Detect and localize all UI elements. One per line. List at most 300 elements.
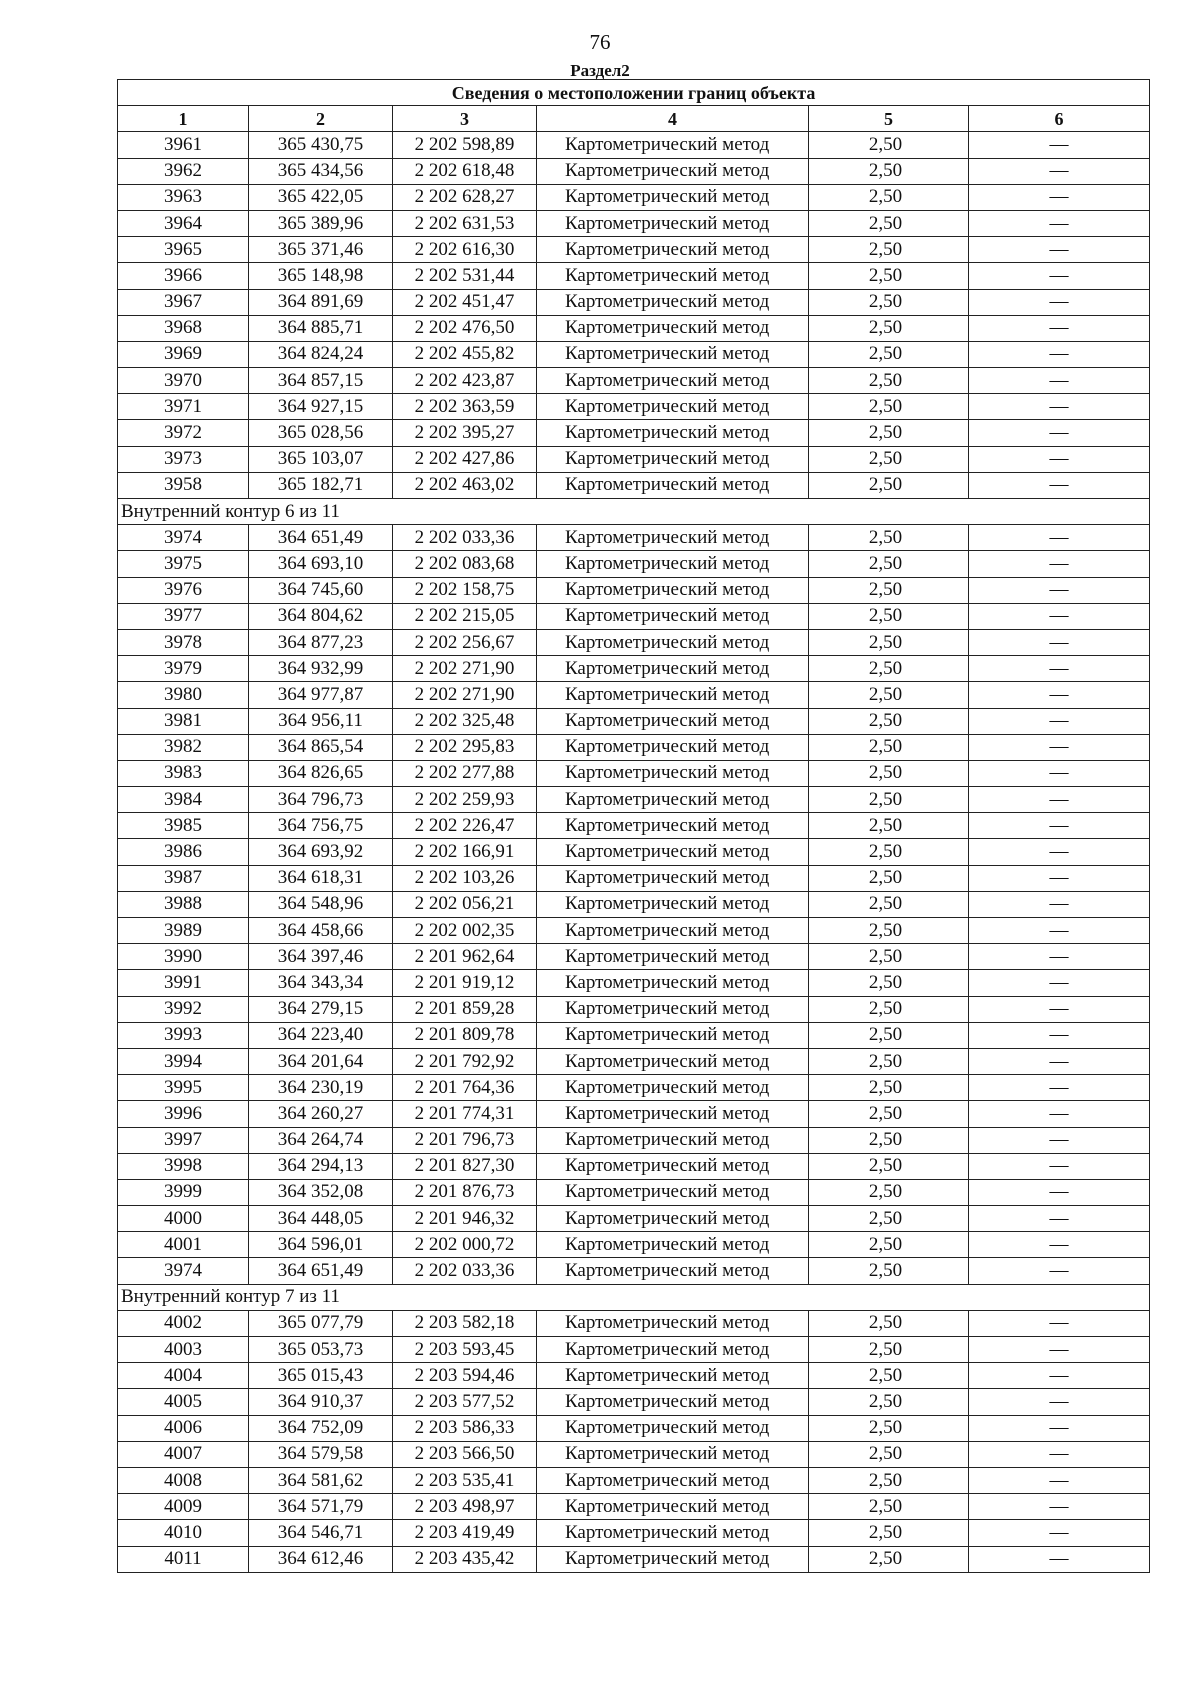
- table-row: [118, 996, 1150, 1022]
- accuracy-cell: 2,50: [809, 603, 969, 629]
- method-cell: Картометрический метод: [537, 1467, 809, 1493]
- y-coordinate-cell: 2 203 419,49: [393, 1520, 537, 1546]
- method-cell: Картометрический метод: [537, 865, 809, 891]
- accuracy-cell: 2,50: [809, 472, 969, 498]
- note-cell: —: [969, 1441, 1150, 1467]
- y-coordinate-cell: 2 203 577,52: [393, 1389, 537, 1415]
- method-cell: Картометрический метод: [537, 1101, 809, 1127]
- accuracy-cell: 2,50: [809, 368, 969, 394]
- method-cell: Картометрический метод: [537, 472, 809, 498]
- point-number-cell: 3980: [118, 682, 249, 708]
- method-cell: Картометрический метод: [537, 787, 809, 813]
- column-number-header: 6: [969, 106, 1150, 132]
- table-row: [118, 1232, 1150, 1258]
- table-row: [118, 158, 1150, 184]
- column-number-header: 5: [809, 106, 969, 132]
- point-number-cell: 3984: [118, 787, 249, 813]
- x-coordinate-cell: 364 857,15: [249, 368, 393, 394]
- point-number-cell: 3983: [118, 760, 249, 786]
- accuracy-cell: 2,50: [809, 1415, 969, 1441]
- method-cell: Картометрический метод: [537, 1389, 809, 1415]
- y-coordinate-cell: 2 201 764,36: [393, 1075, 537, 1101]
- table-row: [118, 603, 1150, 629]
- accuracy-cell: 2,50: [809, 708, 969, 734]
- point-number-cell: 3999: [118, 1179, 249, 1205]
- accuracy-cell: 2,50: [809, 1389, 969, 1415]
- method-cell: Картометрический метод: [537, 1153, 809, 1179]
- y-coordinate-cell: 2 202 463,02: [393, 472, 537, 498]
- x-coordinate-cell: 364 865,54: [249, 734, 393, 760]
- x-coordinate-cell: 364 877,23: [249, 629, 393, 655]
- y-coordinate-cell: 2 202 103,26: [393, 865, 537, 891]
- note-cell: —: [969, 420, 1150, 446]
- x-coordinate-cell: 364 796,73: [249, 787, 393, 813]
- point-number-cell: 3982: [118, 734, 249, 760]
- method-cell: Картометрический метод: [537, 446, 809, 472]
- x-coordinate-cell: 364 910,37: [249, 1389, 393, 1415]
- point-number-cell: 3989: [118, 918, 249, 944]
- x-coordinate-cell: 365 430,75: [249, 132, 393, 158]
- table-row: [118, 289, 1150, 315]
- accuracy-cell: 2,50: [809, 184, 969, 210]
- x-coordinate-cell: 364 448,05: [249, 1206, 393, 1232]
- y-coordinate-cell: 2 202 256,67: [393, 629, 537, 655]
- coordinates-table: [117, 79, 1150, 1573]
- method-cell: Картометрический метод: [537, 603, 809, 629]
- point-number-cell: 3992: [118, 996, 249, 1022]
- y-coordinate-cell: 2 202 476,50: [393, 315, 537, 341]
- note-cell: —: [969, 525, 1150, 551]
- y-coordinate-cell: 2 202 616,30: [393, 237, 537, 263]
- table-row: [118, 1258, 1150, 1284]
- accuracy-cell: 2,50: [809, 1232, 969, 1258]
- y-coordinate-cell: 2 202 083,68: [393, 551, 537, 577]
- column-number-row: [118, 106, 1150, 132]
- table-row: [118, 1127, 1150, 1153]
- y-coordinate-cell: 2 202 226,47: [393, 813, 537, 839]
- point-number-cell: 3981: [118, 708, 249, 734]
- y-coordinate-cell: 2 202 056,21: [393, 891, 537, 917]
- x-coordinate-cell: 364 826,65: [249, 760, 393, 786]
- y-coordinate-cell: 2 201 962,64: [393, 944, 537, 970]
- table-row: [118, 394, 1150, 420]
- table-row: [118, 368, 1150, 394]
- y-coordinate-cell: 2 203 593,45: [393, 1337, 537, 1363]
- note-cell: —: [969, 446, 1150, 472]
- method-cell: Картометрический метод: [537, 1363, 809, 1389]
- x-coordinate-cell: 364 977,87: [249, 682, 393, 708]
- accuracy-cell: 2,50: [809, 787, 969, 813]
- x-coordinate-cell: 364 745,60: [249, 577, 393, 603]
- method-cell: Картометрический метод: [537, 341, 809, 367]
- y-coordinate-cell: 2 203 586,33: [393, 1415, 537, 1441]
- table-row: [118, 1075, 1150, 1101]
- method-cell: Картометрический метод: [537, 734, 809, 760]
- accuracy-cell: 2,50: [809, 629, 969, 655]
- point-number-cell: 3987: [118, 865, 249, 891]
- x-coordinate-cell: 365 182,71: [249, 472, 393, 498]
- method-cell: Картометрический метод: [537, 944, 809, 970]
- x-coordinate-cell: 365 015,43: [249, 1363, 393, 1389]
- note-cell: —: [969, 629, 1150, 655]
- table-row: [118, 420, 1150, 446]
- x-coordinate-cell: 365 028,56: [249, 420, 393, 446]
- method-cell: Картометрический метод: [537, 315, 809, 341]
- x-coordinate-cell: 364 201,64: [249, 1048, 393, 1074]
- y-coordinate-cell: 2 201 796,73: [393, 1127, 537, 1153]
- note-cell: —: [969, 891, 1150, 917]
- method-cell: Картометрический метод: [537, 1441, 809, 1467]
- accuracy-cell: 2,50: [809, 289, 969, 315]
- x-coordinate-cell: 364 230,19: [249, 1075, 393, 1101]
- note-cell: —: [969, 1101, 1150, 1127]
- accuracy-cell: 2,50: [809, 1441, 969, 1467]
- y-coordinate-cell: 2 201 809,78: [393, 1022, 537, 1048]
- y-coordinate-cell: 2 202 455,82: [393, 341, 537, 367]
- method-cell: Картометрический метод: [537, 682, 809, 708]
- x-coordinate-cell: 364 693,10: [249, 551, 393, 577]
- x-coordinate-cell: 364 618,31: [249, 865, 393, 891]
- accuracy-cell: 2,50: [809, 394, 969, 420]
- note-cell: —: [969, 1310, 1150, 1336]
- note-cell: —: [969, 184, 1150, 210]
- point-number-cell: 3977: [118, 603, 249, 629]
- table-row: [118, 682, 1150, 708]
- column-number-header: 1: [118, 106, 249, 132]
- method-cell: Картометрический метод: [537, 1179, 809, 1205]
- table-row: [118, 944, 1150, 970]
- point-number-cell: 3994: [118, 1048, 249, 1074]
- method-cell: Картометрический метод: [537, 1127, 809, 1153]
- point-number-cell: 3998: [118, 1153, 249, 1179]
- accuracy-cell: 2,50: [809, 944, 969, 970]
- point-number-cell: 3976: [118, 577, 249, 603]
- table-row: [118, 1389, 1150, 1415]
- table-row: [118, 1546, 1150, 1572]
- method-cell: Картометрический метод: [537, 263, 809, 289]
- point-number-cell: 3972: [118, 420, 249, 446]
- y-coordinate-cell: 2 201 876,73: [393, 1179, 537, 1205]
- accuracy-cell: 2,50: [809, 525, 969, 551]
- method-cell: Картометрический метод: [537, 1232, 809, 1258]
- table-row: [118, 525, 1150, 551]
- accuracy-cell: 2,50: [809, 865, 969, 891]
- note-cell: —: [969, 813, 1150, 839]
- method-cell: Картометрический метод: [537, 158, 809, 184]
- y-coordinate-cell: 2 202 277,88: [393, 760, 537, 786]
- accuracy-cell: 2,50: [809, 813, 969, 839]
- y-coordinate-cell: 2 201 919,12: [393, 970, 537, 996]
- table-row: [118, 184, 1150, 210]
- accuracy-cell: 2,50: [809, 970, 969, 996]
- accuracy-cell: 2,50: [809, 1127, 969, 1153]
- method-cell: Картометрический метод: [537, 394, 809, 420]
- table-row: [118, 1310, 1150, 1336]
- table-row: [118, 1494, 1150, 1520]
- table-row: [118, 1337, 1150, 1363]
- method-cell: Картометрический метод: [537, 420, 809, 446]
- method-cell: Картометрический метод: [537, 629, 809, 655]
- note-cell: —: [969, 210, 1150, 236]
- note-cell: —: [969, 1153, 1150, 1179]
- point-number-cell: 3967: [118, 289, 249, 315]
- table-row: [118, 1153, 1150, 1179]
- point-number-cell: 3993: [118, 1022, 249, 1048]
- accuracy-cell: 2,50: [809, 132, 969, 158]
- point-number-cell: 3969: [118, 341, 249, 367]
- table-row: [118, 734, 1150, 760]
- x-coordinate-cell: 364 693,92: [249, 839, 393, 865]
- y-coordinate-cell: 2 202 423,87: [393, 368, 537, 394]
- method-cell: Картометрический метод: [537, 525, 809, 551]
- table-row: [118, 760, 1150, 786]
- note-cell: —: [969, 341, 1150, 367]
- x-coordinate-cell: 365 053,73: [249, 1337, 393, 1363]
- table-row: [118, 708, 1150, 734]
- table-row: [118, 839, 1150, 865]
- method-cell: Картометрический метод: [537, 1258, 809, 1284]
- contour-group-row: [118, 499, 1150, 525]
- x-coordinate-cell: 365 103,07: [249, 446, 393, 472]
- table-row: [118, 1520, 1150, 1546]
- y-coordinate-cell: 2 201 792,92: [393, 1048, 537, 1074]
- method-cell: Картометрический метод: [537, 891, 809, 917]
- point-number-cell: 4004: [118, 1363, 249, 1389]
- x-coordinate-cell: 364 343,34: [249, 970, 393, 996]
- x-coordinate-cell: 364 294,13: [249, 1153, 393, 1179]
- table-row: [118, 1179, 1150, 1205]
- y-coordinate-cell: 2 202 215,05: [393, 603, 537, 629]
- table-row: [118, 656, 1150, 682]
- method-cell: Картометрический метод: [537, 289, 809, 315]
- y-coordinate-cell: 2 202 451,47: [393, 289, 537, 315]
- point-number-cell: 3961: [118, 132, 249, 158]
- x-coordinate-cell: 365 422,05: [249, 184, 393, 210]
- table-row: [118, 315, 1150, 341]
- accuracy-cell: 2,50: [809, 1022, 969, 1048]
- column-number-header: 3: [393, 106, 537, 132]
- y-coordinate-cell: 2 201 774,31: [393, 1101, 537, 1127]
- accuracy-cell: 2,50: [809, 996, 969, 1022]
- accuracy-cell: 2,50: [809, 1467, 969, 1493]
- y-coordinate-cell: 2 202 395,27: [393, 420, 537, 446]
- method-cell: Картометрический метод: [537, 1048, 809, 1074]
- x-coordinate-cell: 364 223,40: [249, 1022, 393, 1048]
- page-number: 76: [589, 30, 611, 54]
- x-coordinate-cell: 364 885,71: [249, 315, 393, 341]
- accuracy-cell: 2,50: [809, 891, 969, 917]
- y-coordinate-cell: 2 202 618,48: [393, 158, 537, 184]
- table-row: [118, 1467, 1150, 1493]
- note-cell: —: [969, 787, 1150, 813]
- accuracy-cell: 2,50: [809, 158, 969, 184]
- point-number-cell: 3965: [118, 237, 249, 263]
- table-row: [118, 1101, 1150, 1127]
- note-cell: —: [969, 1022, 1150, 1048]
- note-cell: —: [969, 865, 1150, 891]
- point-number-cell: 3978: [118, 629, 249, 655]
- point-number-cell: 4000: [118, 1206, 249, 1232]
- method-cell: Картометрический метод: [537, 577, 809, 603]
- table-row: [118, 577, 1150, 603]
- table-row: [118, 787, 1150, 813]
- y-coordinate-cell: 2 202 002,35: [393, 918, 537, 944]
- accuracy-cell: 2,50: [809, 1363, 969, 1389]
- x-coordinate-cell: 364 397,46: [249, 944, 393, 970]
- table-row: [118, 551, 1150, 577]
- point-number-cell: 3974: [118, 1258, 249, 1284]
- point-number-cell: 3970: [118, 368, 249, 394]
- accuracy-cell: 2,50: [809, 315, 969, 341]
- y-coordinate-cell: 2 202 531,44: [393, 263, 537, 289]
- point-number-cell: 3988: [118, 891, 249, 917]
- note-cell: —: [969, 368, 1150, 394]
- x-coordinate-cell: 364 352,08: [249, 1179, 393, 1205]
- y-coordinate-cell: 2 202 427,86: [393, 446, 537, 472]
- method-cell: Картометрический метод: [537, 1415, 809, 1441]
- section-title: Раздел2: [570, 61, 630, 80]
- method-cell: Картометрический метод: [537, 760, 809, 786]
- accuracy-cell: 2,50: [809, 577, 969, 603]
- accuracy-cell: 2,50: [809, 682, 969, 708]
- table-title: Сведения о местоположении границ объекта: [118, 80, 1150, 106]
- point-number-cell: 3979: [118, 656, 249, 682]
- accuracy-cell: 2,50: [809, 1520, 969, 1546]
- x-coordinate-cell: 364 596,01: [249, 1232, 393, 1258]
- note-cell: —: [969, 1179, 1150, 1205]
- note-cell: —: [969, 603, 1150, 629]
- note-cell: —: [969, 1520, 1150, 1546]
- method-cell: Картометрический метод: [537, 132, 809, 158]
- note-cell: —: [969, 263, 1150, 289]
- note-cell: —: [969, 1075, 1150, 1101]
- x-coordinate-cell: 364 548,96: [249, 891, 393, 917]
- note-cell: —: [969, 682, 1150, 708]
- note-cell: —: [969, 158, 1150, 184]
- note-cell: —: [969, 1206, 1150, 1232]
- y-coordinate-cell: 2 202 631,53: [393, 210, 537, 236]
- note-cell: —: [969, 918, 1150, 944]
- x-coordinate-cell: 364 956,11: [249, 708, 393, 734]
- x-coordinate-cell: 364 824,24: [249, 341, 393, 367]
- method-cell: Картометрический метод: [537, 839, 809, 865]
- accuracy-cell: 2,50: [809, 1206, 969, 1232]
- point-number-cell: 3974: [118, 525, 249, 551]
- point-number-cell: 3990: [118, 944, 249, 970]
- note-cell: —: [969, 760, 1150, 786]
- method-cell: Картометрический метод: [537, 918, 809, 944]
- x-coordinate-cell: 364 756,75: [249, 813, 393, 839]
- note-cell: —: [969, 1389, 1150, 1415]
- table-row: [118, 472, 1150, 498]
- point-number-cell: 4007: [118, 1441, 249, 1467]
- table-row: [118, 341, 1150, 367]
- x-coordinate-cell: 364 581,62: [249, 1467, 393, 1493]
- y-coordinate-cell: 2 203 594,46: [393, 1363, 537, 1389]
- accuracy-cell: 2,50: [809, 420, 969, 446]
- note-cell: —: [969, 1048, 1150, 1074]
- note-cell: —: [969, 551, 1150, 577]
- x-coordinate-cell: 364 260,27: [249, 1101, 393, 1127]
- point-number-cell: 3963: [118, 184, 249, 210]
- table-row: [118, 813, 1150, 839]
- point-number-cell: 3964: [118, 210, 249, 236]
- accuracy-cell: 2,50: [809, 656, 969, 682]
- method-cell: Картометрический метод: [537, 184, 809, 210]
- x-coordinate-cell: 364 579,58: [249, 1441, 393, 1467]
- point-number-cell: 3996: [118, 1101, 249, 1127]
- note-cell: —: [969, 237, 1150, 263]
- accuracy-cell: 2,50: [809, 1153, 969, 1179]
- point-number-cell: 3958: [118, 472, 249, 498]
- point-number-cell: 3971: [118, 394, 249, 420]
- accuracy-cell: 2,50: [809, 1179, 969, 1205]
- accuracy-cell: 2,50: [809, 237, 969, 263]
- note-cell: —: [969, 656, 1150, 682]
- y-coordinate-cell: 2 202 363,59: [393, 394, 537, 420]
- point-number-cell: 3975: [118, 551, 249, 577]
- point-number-cell: 3973: [118, 446, 249, 472]
- y-coordinate-cell: 2 202 271,90: [393, 656, 537, 682]
- table-row: [118, 446, 1150, 472]
- accuracy-cell: 2,50: [809, 839, 969, 865]
- y-coordinate-cell: 2 202 000,72: [393, 1232, 537, 1258]
- note-cell: —: [969, 394, 1150, 420]
- x-coordinate-cell: 364 651,49: [249, 525, 393, 551]
- table-row: [118, 1415, 1150, 1441]
- point-number-cell: 4003: [118, 1337, 249, 1363]
- y-coordinate-cell: 2 202 598,89: [393, 132, 537, 158]
- note-cell: —: [969, 734, 1150, 760]
- y-coordinate-cell: 2 202 271,90: [393, 682, 537, 708]
- method-cell: Картометрический метод: [537, 1337, 809, 1363]
- x-coordinate-cell: 364 612,46: [249, 1546, 393, 1572]
- accuracy-cell: 2,50: [809, 1258, 969, 1284]
- note-cell: —: [969, 1415, 1150, 1441]
- y-coordinate-cell: 2 203 582,18: [393, 1310, 537, 1336]
- method-cell: Картометрический метод: [537, 656, 809, 682]
- y-coordinate-cell: 2 203 535,41: [393, 1467, 537, 1493]
- note-cell: —: [969, 1467, 1150, 1493]
- point-number-cell: 3991: [118, 970, 249, 996]
- method-cell: Картометрический метод: [537, 1520, 809, 1546]
- contour-group-row: [118, 1284, 1150, 1310]
- point-number-cell: 4005: [118, 1389, 249, 1415]
- x-coordinate-cell: 365 148,98: [249, 263, 393, 289]
- note-cell: —: [969, 1546, 1150, 1572]
- accuracy-cell: 2,50: [809, 210, 969, 236]
- table-row: [118, 629, 1150, 655]
- note-cell: —: [969, 970, 1150, 996]
- x-coordinate-cell: 364 279,15: [249, 996, 393, 1022]
- table-row: [118, 1022, 1150, 1048]
- note-cell: —: [969, 1232, 1150, 1258]
- note-cell: —: [969, 1363, 1150, 1389]
- x-coordinate-cell: 364 752,09: [249, 1415, 393, 1441]
- method-cell: Картометрический метод: [537, 1546, 809, 1572]
- method-cell: Картометрический метод: [537, 1494, 809, 1520]
- point-number-cell: 4009: [118, 1494, 249, 1520]
- y-coordinate-cell: 2 202 628,27: [393, 184, 537, 210]
- point-number-cell: 4002: [118, 1310, 249, 1336]
- accuracy-cell: 2,50: [809, 1494, 969, 1520]
- note-cell: —: [969, 1494, 1150, 1520]
- table-row: [118, 865, 1150, 891]
- table-title-row: [118, 80, 1150, 106]
- x-coordinate-cell: 365 077,79: [249, 1310, 393, 1336]
- method-cell: Картометрический метод: [537, 1310, 809, 1336]
- point-number-cell: 3997: [118, 1127, 249, 1153]
